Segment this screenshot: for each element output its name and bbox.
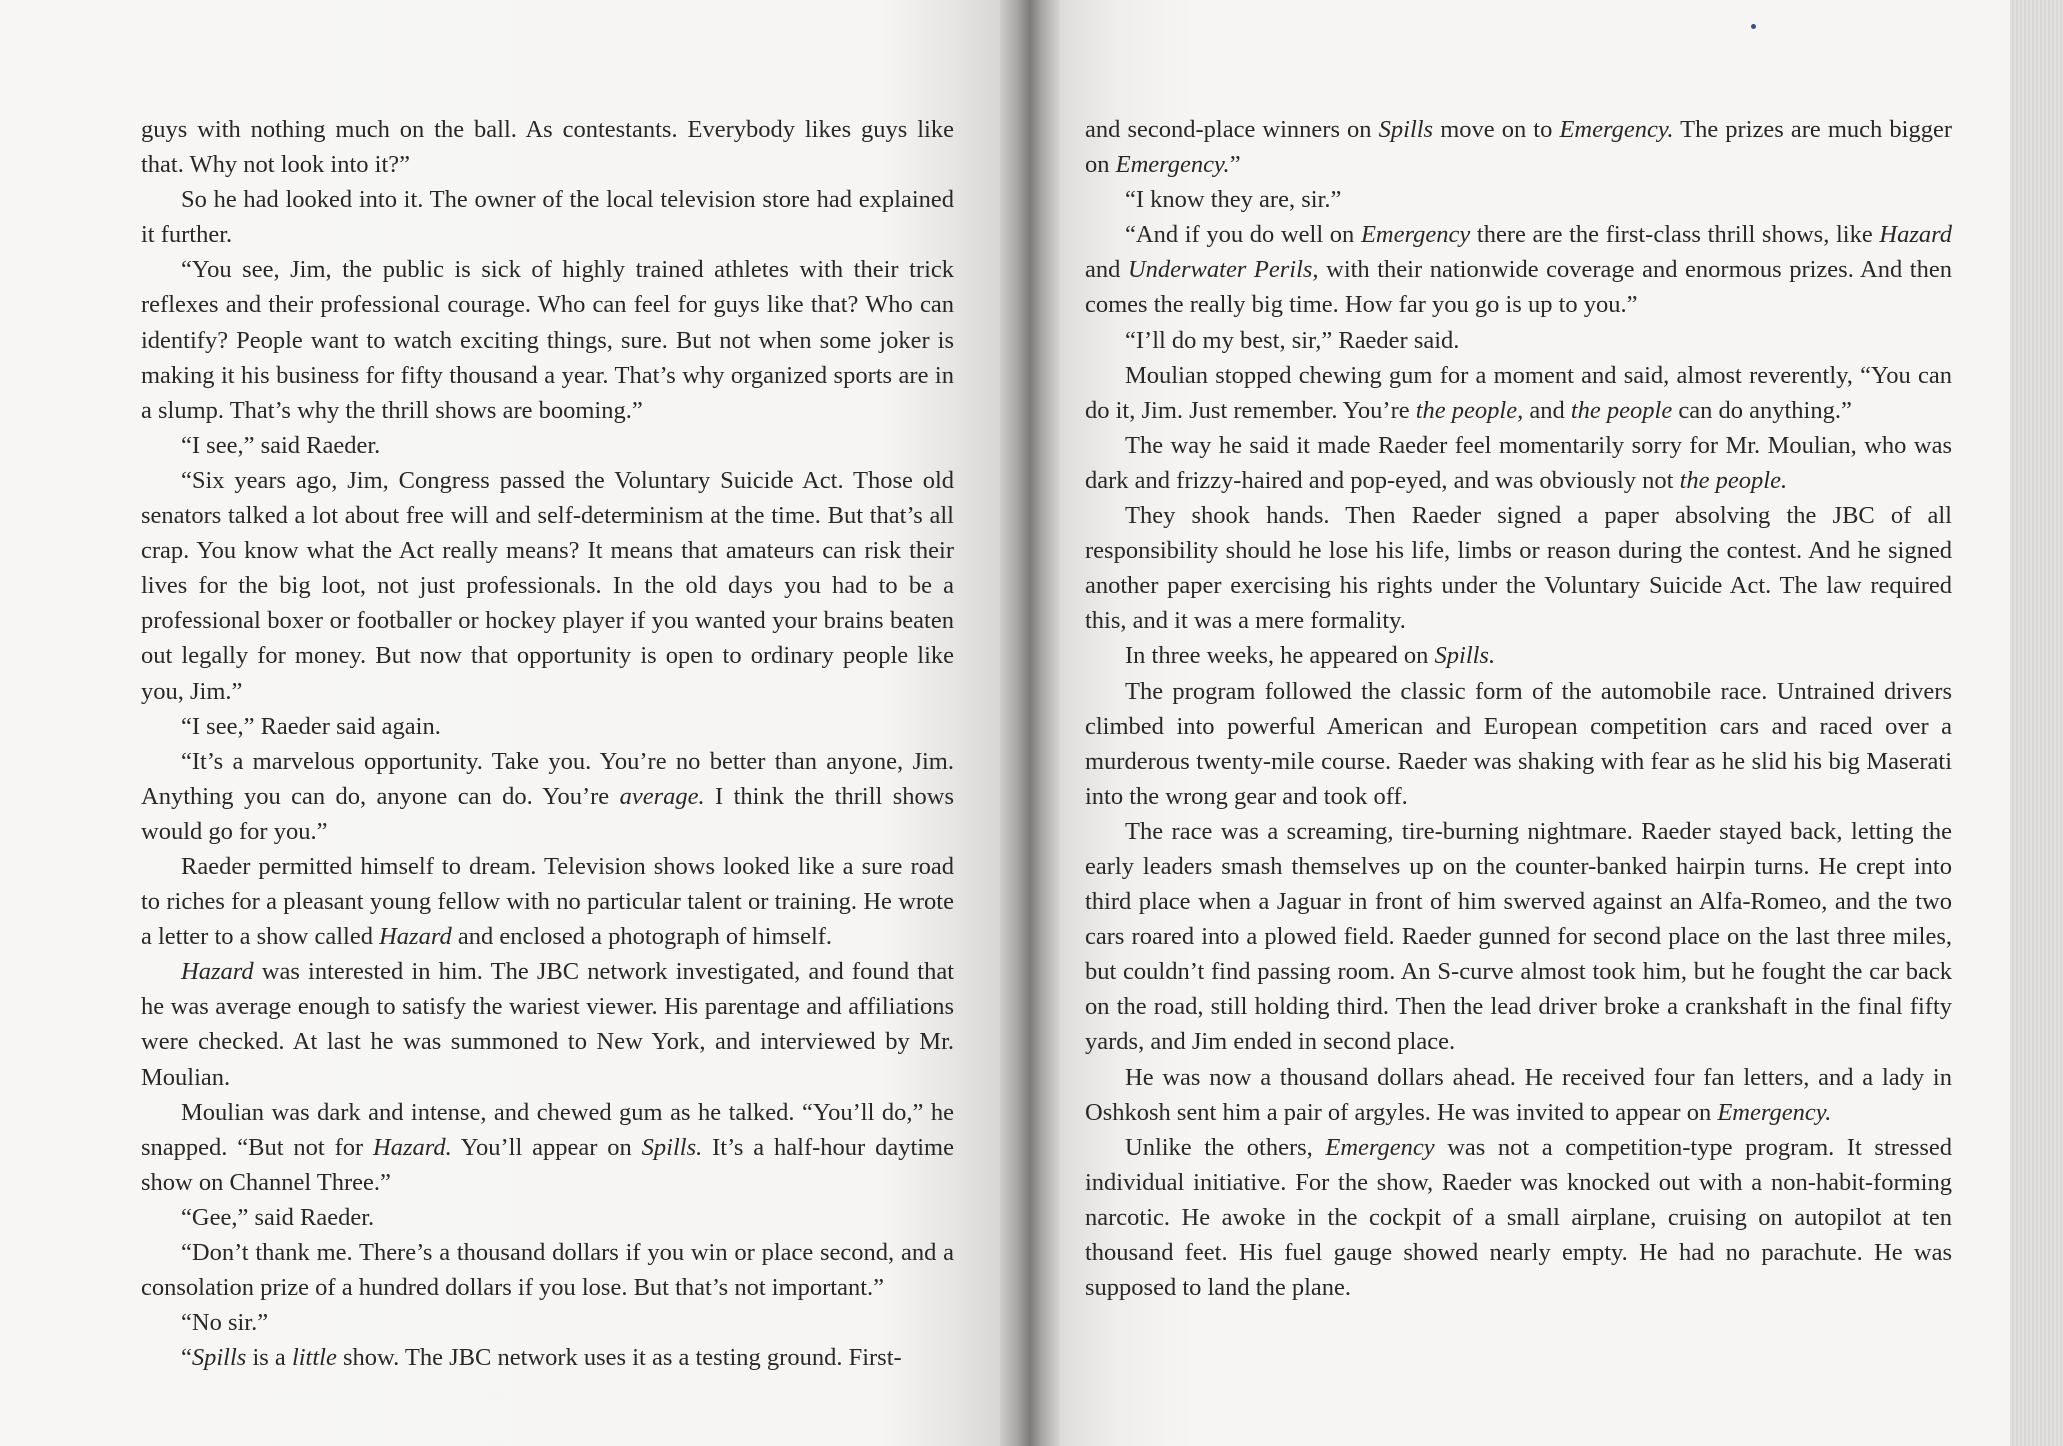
text-run: was interested in him. The JBC network investigated, and found that he was average enough to satisfy the wariest viewer. His parentage and affiliations were checked. At last he was summoned to New York, and interviewed by Mr. Moulian. [141, 958, 954, 1091]
paragraph [141, 463, 954, 709]
ink-speck [1751, 24, 1756, 29]
italic-text-run: little [291, 1344, 337, 1372]
text-run: “I see,” said Raeder. [181, 431, 381, 459]
paragraph [141, 709, 954, 744]
italic-text-run: Spills [1378, 116, 1434, 143]
italic-text-run: the people. [1679, 466, 1788, 494]
text-run: He was now a thousand dollars ahead. He received four fan letters, and a lady in Oshkosh sent him a pair of argyles. He was invited to appear on [1085, 1063, 1952, 1126]
paragraph [1085, 182, 1952, 217]
text-run: Raeder permitted himself to dream. Television shows looked like a sure road to riches for a pleasant young fellow with no particular talent or training. He wrote a letter to a show called [141, 852, 954, 951]
paragraph [141, 428, 954, 463]
text-run: and enclosed a photograph of himself. [451, 923, 833, 951]
text-run: “Don’t thank me. There’s a thousand dollars if you win or place second, and a consolation prize of a hundred dollars if you lose. But that’s not important.” [141, 1239, 954, 1302]
left-page [0, 0, 1000, 1446]
paragraph [1085, 498, 1952, 638]
text-run: “Gee,” said Raeder. [181, 1203, 375, 1231]
italic-text-run: Spills [191, 1344, 247, 1372]
italic-text-run: Spills. [641, 1133, 703, 1161]
left-page-text [141, 112, 954, 1375]
paragraph [1085, 112, 1952, 182]
text-run: and [1523, 396, 1571, 424]
text-run: “And if you do well on [1125, 221, 1361, 249]
text-run: “ [181, 1344, 192, 1372]
text-run: The prizes are much bigger on [1085, 116, 1952, 179]
text-run: In three weeks, he appeared on [1125, 642, 1435, 670]
paragraph [141, 1200, 954, 1235]
paragraph [141, 1235, 954, 1305]
italic-text-run: the people [1570, 396, 1673, 424]
text-run: Moulian was dark and intense, and chewed gum as he talked. “You’ll do,” he snapped. “But not for [141, 1098, 954, 1161]
text-run: guys with nothing much on the ball. As contestants. Everybody likes guys like that. Why not look into it?” [141, 116, 954, 179]
text-run: there are the first-class thrill shows, like [1470, 221, 1880, 249]
text-run: and second-place winners on [1085, 116, 1379, 143]
text-run: and [1085, 256, 1128, 284]
paragraph [141, 182, 954, 252]
text-run: “It’s a marvelous opportunity. Take you. You’re no better than anyone, Jim. Anything you can do, anyone can do. You’re [141, 747, 954, 810]
italic-text-run: Emergency. [1559, 116, 1674, 143]
right-page-text [1085, 112, 1952, 1305]
italic-text-run: Hazard [1879, 221, 1953, 249]
text-run: Unlike the others, [1125, 1133, 1326, 1161]
italic-text-run: Hazard [379, 923, 452, 951]
italic-text-run: Emergency [1325, 1133, 1435, 1161]
text-run: The program followed the classic form of the automobile race. Untrained drivers climbed into powerful American and European competition cars and raced over a murderous twenty-mile course. Raeder was shaking with fear as he slid his big Maserati into the wrong gear and took off. [1085, 677, 1952, 810]
text-run: ” [1229, 151, 1241, 179]
paragraph [1085, 358, 1952, 428]
text-run: is a [246, 1344, 292, 1372]
italic-text-run: Spills. [1434, 642, 1496, 670]
paragraph [141, 1095, 954, 1200]
paragraph [141, 112, 954, 182]
text-run: “No sir.” [181, 1309, 269, 1337]
text-run: It’s a half-hour daytime show on Channel Three.” [141, 1133, 954, 1196]
paragraph [141, 1305, 954, 1340]
text-run: “I’ll do my best, sir,” Raeder said. [1125, 326, 1460, 354]
italic-text-run: Underwater Perils, [1127, 256, 1319, 284]
paragraph [1085, 1060, 1952, 1130]
paragraph [141, 744, 954, 849]
text-run: move on to [1433, 116, 1560, 143]
paragraph [141, 849, 954, 954]
italic-text-run: Emergency. [1717, 1098, 1832, 1126]
paragraph [141, 954, 954, 1094]
text-run: You’ll appear on [451, 1133, 642, 1161]
italic-text-run: Hazard. [373, 1133, 452, 1161]
paragraph [141, 1340, 954, 1375]
text-run: They shook hands. Then Raeder signed a paper absolving the JBC of all responsibility should he lose his life, limbs or reason during the contest. And he signed another paper exercising his rights under the Voluntary Suicide Act. The law required this, and it was a mere formality. [1085, 502, 1952, 635]
paragraph [1085, 323, 1952, 358]
italic-text-run: Emergency. [1115, 151, 1230, 179]
text-run: can do anything.” [1672, 396, 1852, 424]
text-run: I think the thrill shows would go for you.” [141, 782, 955, 845]
paragraph [1085, 428, 1952, 498]
paragraph [1085, 638, 1952, 673]
italic-text-run: the people, [1415, 396, 1524, 424]
text-run: show. The JBC network uses it as a testing ground. First- [336, 1344, 902, 1372]
italic-text-run: average. [619, 782, 705, 810]
text-run: So he had looked into it. The owner of the local television store had explained it further. [141, 186, 954, 249]
text-run: The race was a screaming, tire-burning nightmare. Raeder stayed back, letting the early leaders smash themselves up on the counter-banked hairpin turns. He crept into third place when a Jaguar in front of him swerved against an Alfa-Romeo, and the two cars roared into a plowed field. Raeder gunned for second place on the last three miles, but couldn’t find passing room. An S-curve almost took him, but he fought the car back on the road, still holding third. Then the lead driver broke a crankshaft in the final fifty yards, and Jim ended in second place. [1085, 817, 1952, 1056]
page-edges [2010, 0, 2063, 1446]
paragraph [141, 252, 954, 427]
paragraph [1085, 217, 1952, 322]
text-run: with their nationwide coverage and enormous prizes. And then comes the really big time. How far you go is up to you.” [1085, 256, 1952, 319]
text-run: “You see, Jim, the public is sick of highly trained athletes with their trick reflexes and their professional courage. Who can feel for guys like that? Who can identify? People want to watch exciting things, sure. But not when some joker is making it his business for fifty thousand a year. That’s why organized sports are in a slump. That’s why the thrill shows are booming.” [141, 256, 954, 424]
paragraph [1085, 1130, 1952, 1305]
text-run: “Six years ago, Jim, Congress passed the Voluntary Suicide Act. Those old senators talked a lot about free will and self-determinism at the time. But that’s all crap. You know what the Act really means? It means that amateurs can risk their lives for the big loot, not just professionals. In the old days you had to be a professional boxer or footballer or hockey player if you wanted your brains beaten out legally for money. But now that opportunity is open to ordinary people like you, Jim.” [141, 466, 954, 705]
book-gutter [1000, 0, 1060, 1446]
text-run: The way he said it made Raeder feel momentarily sorry for Mr. Moulian, who was dark and frizzy-haired and pop-eyed, and was obviously not [1085, 431, 1952, 494]
text-run: “I see,” Raeder said again. [181, 712, 441, 740]
italic-text-run: Emergency [1360, 221, 1471, 249]
right-page [1060, 0, 2010, 1446]
text-run: Moulian stopped chewing gum for a moment and said, almost reverently, “You can do it, Jim. Just remember. You’re [1085, 361, 1952, 424]
italic-text-run: Hazard [181, 958, 254, 986]
paragraph [1085, 814, 1952, 1060]
paragraph [1085, 674, 1952, 814]
text-run: was not a competition-type program. It stressed individual initiative. For the show, Raeder was knocked out with a non-habit-forming narcotic. He awoke in the cockpit of a small airplane, cruising on autopilot at ten thousand feet. His fuel gauge showed nearly empty. He had no parachute. He was supposed to land the plane. [1085, 1133, 1952, 1302]
text-run: “I know they are, sir.” [1125, 186, 1342, 214]
